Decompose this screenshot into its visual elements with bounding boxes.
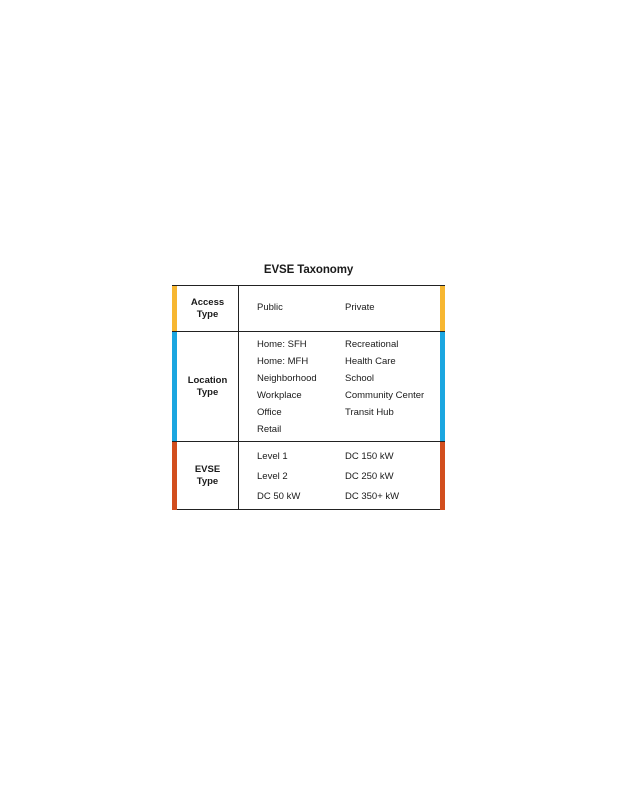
list-item: School	[345, 373, 375, 384]
list-item: Neighborhood	[257, 373, 317, 384]
list-item: DC 350+ kW	[345, 491, 400, 502]
evse-type-header: EVSE Type	[194, 464, 221, 487]
list-item: Level 1	[257, 451, 288, 462]
list-item: Recreational	[345, 339, 399, 350]
list-item: Transit Hub	[345, 407, 394, 418]
access-type-column-b	[345, 299, 375, 316]
column-divider	[238, 286, 239, 331]
list-item: Home: MFH	[257, 356, 309, 367]
list-item: DC 150 kW	[345, 451, 394, 462]
location-type-header: Location Type	[187, 374, 228, 398]
list-item: Public	[257, 302, 283, 313]
location-type-row	[172, 331, 445, 441]
location-type-column-a	[257, 336, 317, 438]
access-type-header: Access Type	[190, 296, 225, 320]
taxonomy-table	[172, 285, 445, 510]
list-item: Workplace	[257, 390, 302, 401]
evse-type-column-a	[257, 447, 300, 507]
access-color-bar-right	[440, 286, 445, 331]
list-item: Community Center	[345, 390, 425, 401]
column-divider	[238, 442, 239, 510]
location-type-column-b	[345, 336, 424, 421]
location-color-bar-right	[440, 332, 445, 441]
list-item: Health Care	[345, 356, 396, 367]
evse-type-row	[172, 441, 445, 510]
evse-color-bar-right	[440, 442, 445, 510]
access-type-row	[172, 286, 445, 331]
list-item: DC 50 kW	[257, 491, 301, 502]
list-item: Home: SFH	[257, 339, 307, 350]
evse-type-column-b	[345, 447, 399, 507]
list-item: DC 250 kW	[345, 471, 394, 482]
list-item: Private	[345, 302, 375, 313]
access-type-column-a	[257, 299, 283, 316]
list-item: Retail	[257, 424, 282, 435]
list-item: Level 2	[257, 471, 288, 482]
diagram-title: EVSE Taxonomy	[263, 264, 354, 276]
list-item: Office	[257, 407, 282, 418]
column-divider	[238, 332, 239, 441]
